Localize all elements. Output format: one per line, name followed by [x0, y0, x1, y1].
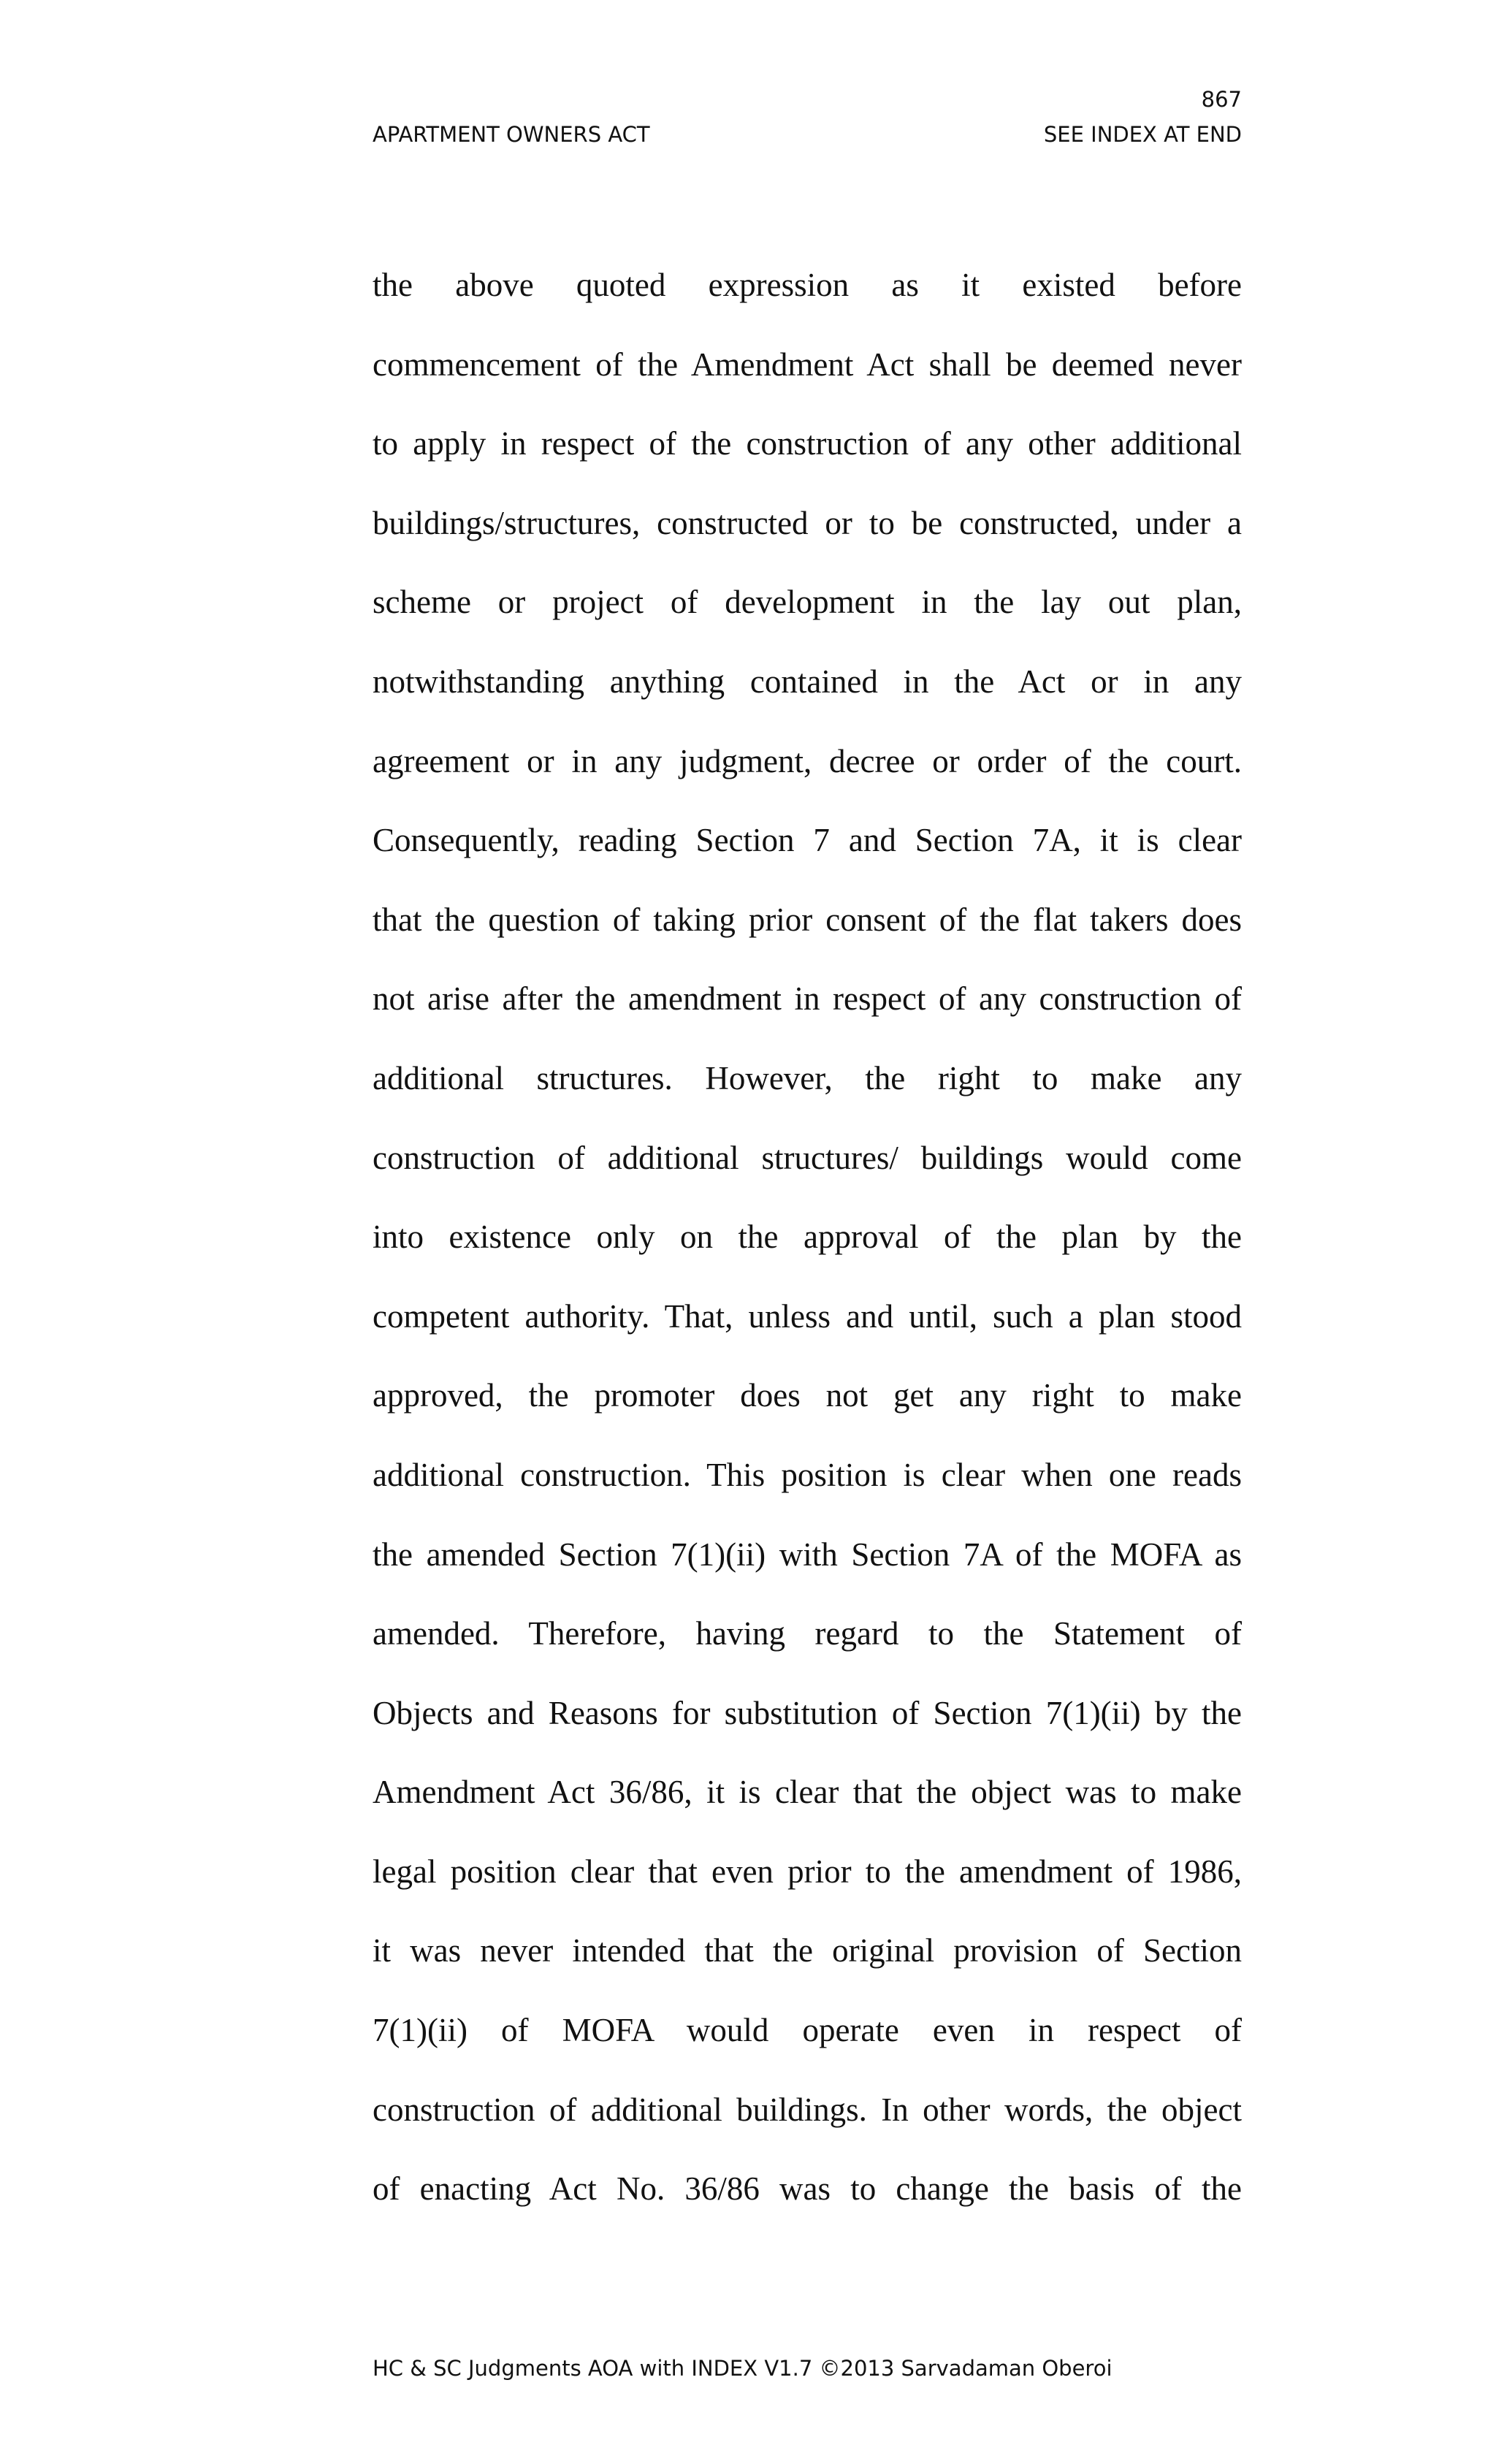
text-line: agreement or in any judgment, decree or order of the court. — [373, 742, 1242, 779]
body-text — [373, 262, 1242, 2245]
footer-copyright: HC & SC Judgments AOA with INDEX V1.7 ©2013 Sarvadaman Oberoi — [373, 2356, 1113, 2381]
text-line: Objects and Reasons for substitution of Section 7(1)(ii) by the — [373, 1694, 1242, 1731]
text-line: Consequently, reading Section 7 and Section 7A, it is clear — [373, 822, 1242, 859]
running-header-index-note: SEE INDEX AT END — [1043, 122, 1242, 147]
text-line: that the question of taking prior consent of the flat takers does — [373, 901, 1242, 938]
running-header-title: APARTMENT OWNERS ACT — [373, 122, 650, 147]
text-line: it was never intended that the original provision of Section — [373, 1932, 1242, 1969]
text-line: Amendment Act 36/86, it is clear that the object was to make — [373, 1774, 1242, 1811]
text-line: legal position clear that even prior to the amendment of 1986, — [373, 1853, 1242, 1890]
text-line: of enacting Act No. 36/86 was to change the basis of the — [373, 2170, 1242, 2208]
text-line: approved, the promoter does not get any right to make — [373, 1377, 1242, 1414]
text-line: construction of additional buildings. In other words, the object — [373, 2091, 1242, 2128]
text-line: construction of additional structures/ buildings would come — [373, 1139, 1242, 1176]
text-line: scheme or project of development in the lay out plan, — [373, 584, 1242, 621]
text-line: not arise after the amendment in respect of any construction of — [373, 980, 1242, 1018]
text-line: 7(1)(ii) of MOFA would operate even in respect of — [373, 2012, 1242, 2049]
text-line: commencement of the Amendment Act shall be deemed never — [373, 346, 1242, 383]
text-line: the amended Section 7(1)(ii) with Section 7A of the MOFA as — [373, 1536, 1242, 1573]
text-line: competent authority. That, unless and until, such a plan stood — [373, 1297, 1242, 1335]
page-number: 867 — [1201, 87, 1242, 112]
text-line: buildings/structures, constructed or to be constructed, under a — [373, 504, 1242, 541]
text-line: notwithstanding anything contained in the Act or in any — [373, 663, 1242, 700]
text-line: additional construction. This position is clear when one reads — [373, 1456, 1242, 1493]
text-line: the above quoted expression as it existed before — [373, 267, 1242, 303]
text-line: to apply in respect of the construction of any other additional — [373, 425, 1242, 462]
text-line: amended. Therefore, having regard to the Statement of — [373, 1615, 1242, 1652]
text-line: additional structures. However, the right to make any — [373, 1059, 1242, 1096]
text-line: into existence only on the approval of the plan by the — [373, 1218, 1242, 1256]
